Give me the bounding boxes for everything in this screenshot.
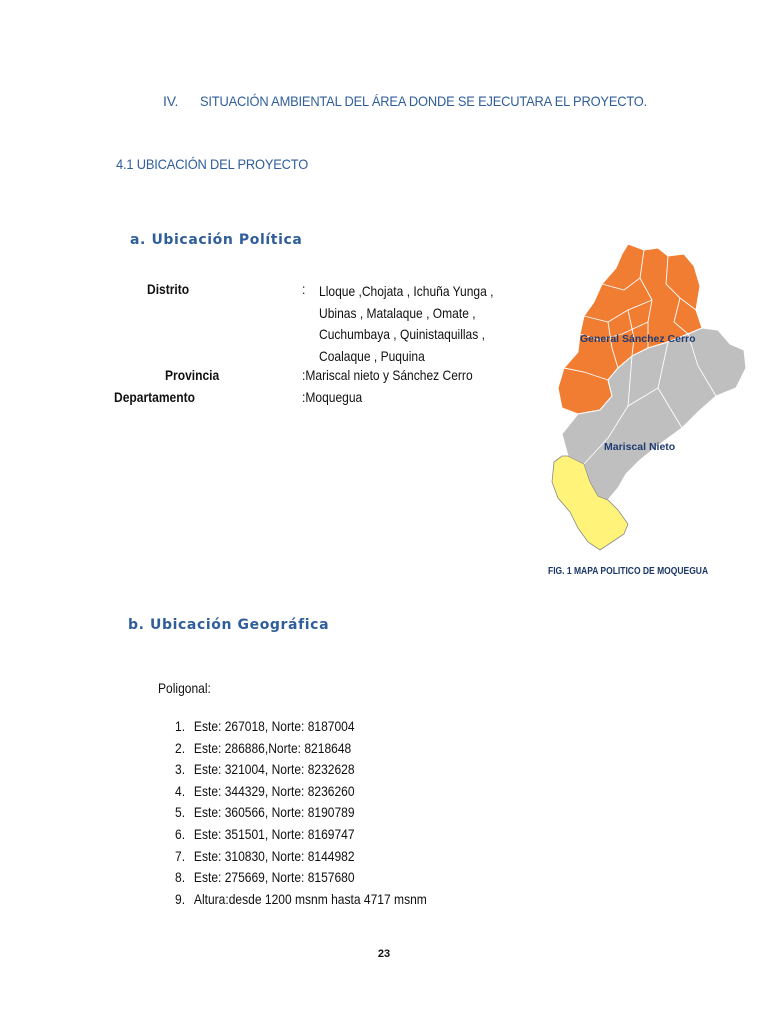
list-number: 9. <box>175 890 186 907</box>
list-number: 1. <box>175 718 186 734</box>
district-colon: : <box>302 281 306 297</box>
section-number: IV. <box>163 93 179 109</box>
coordinate-text: Este: 286886,Norte: 8218648 <box>193 739 352 756</box>
list-item <box>175 846 427 868</box>
page-number: 23 <box>377 948 391 960</box>
list-number: 8. <box>175 869 186 886</box>
geographic-location-heading: b. Ubicación Geográfica <box>128 617 330 633</box>
list-item <box>175 716 427 738</box>
list-number: 3. <box>175 761 186 778</box>
list-number: 4. <box>175 782 186 799</box>
department-label: Departamento <box>114 389 195 405</box>
list-item <box>175 867 427 889</box>
list-item <box>175 824 427 846</box>
map-label-mariscal-nieto: Mariscal Nieto <box>604 441 676 453</box>
list-number: 2. <box>175 739 186 756</box>
political-location-heading: a. Ubicación Política <box>130 232 303 248</box>
list-item <box>175 781 427 803</box>
district-label: Distrito <box>147 281 190 297</box>
coordinate-text: Este: 267018, Norte: 8187004 <box>193 718 355 734</box>
list-item <box>175 759 427 781</box>
coordinate-text: Este: 321004, Norte: 8232628 <box>193 761 355 778</box>
coordinate-text: Este: 310830, Norte: 8144982 <box>193 847 355 864</box>
list-number: 7. <box>175 847 186 864</box>
subsection-title: 4.1 UBICACIÓN DEL PROYECTO <box>116 156 309 172</box>
poligonal-label: Poligonal: <box>158 680 211 696</box>
moquegua-political-map <box>548 238 750 556</box>
list-item <box>175 889 427 911</box>
altitude-text: Altura:desde 1200 msnm hasta 4717 msnm <box>193 890 427 907</box>
coordinate-text: Este: 360566, Norte: 8190789 <box>193 804 355 821</box>
district-value: Lloque ,Chojata , Ichuña Yunga , Ubinas , Matalaque , Omate , Cuchumbaya , Quinistaquillas , Coalaque , Puquina <box>319 283 494 364</box>
coordinate-text: Este: 344329, Norte: 8236260 <box>193 782 355 799</box>
map-label-sanchez-cerro: General Sánchez Cerro <box>580 333 696 345</box>
coordinate-list <box>175 716 468 910</box>
section-title: SITUACIÓN AMBIENTAL DEL ÁREA DONDE SE EJECUTARA EL PROYECTO. <box>200 93 648 109</box>
map-caption: FIG. 1 MAPA POLITICO DE MOQUEGUA <box>548 566 709 577</box>
province-label: Provincia <box>165 367 220 383</box>
department-value: :Moquegua <box>302 389 363 405</box>
list-number: 5. <box>175 804 186 821</box>
coordinate-text: Este: 275669, Norte: 8157680 <box>193 869 355 886</box>
province-value: :Mariscal nieto y Sánchez Cerro <box>302 367 473 383</box>
list-item <box>175 802 427 824</box>
list-item <box>175 738 427 760</box>
list-number: 6. <box>175 825 186 842</box>
coordinate-text: Este: 351501, Norte: 8169747 <box>193 825 355 842</box>
